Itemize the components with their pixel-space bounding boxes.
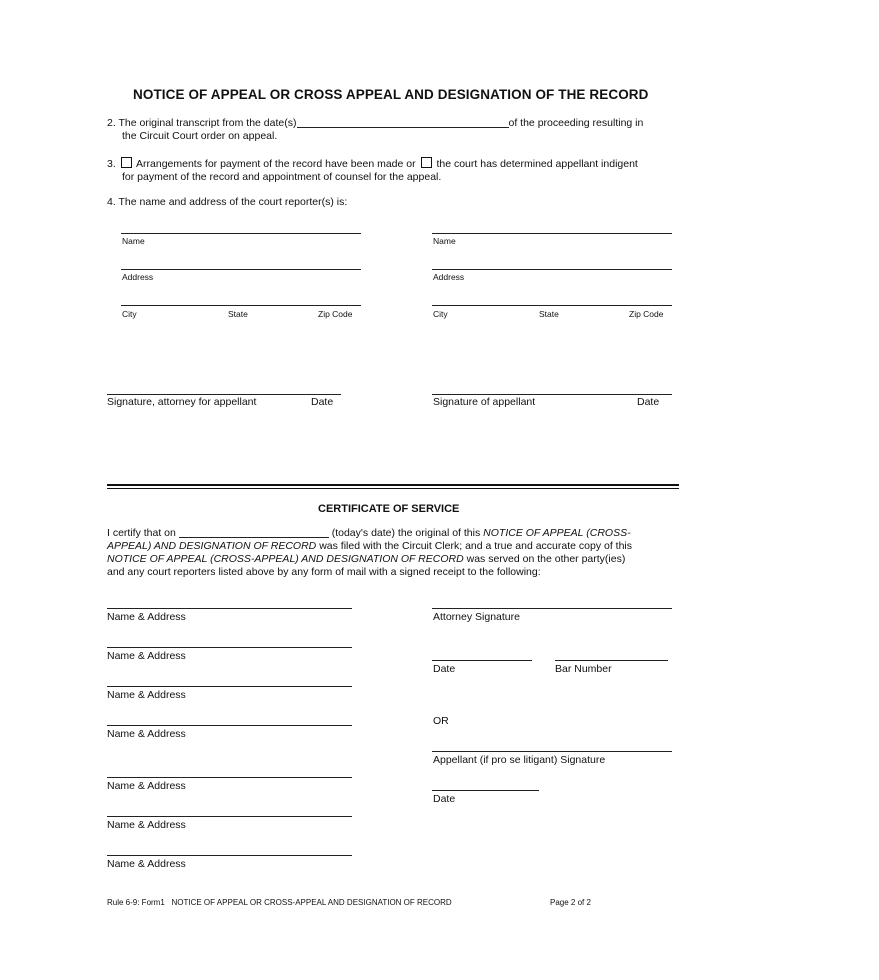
reporter2-zip-label: Zip Code [629,309,664,319]
service-party-2-label: Name & Address [107,650,186,662]
item-2-text-a: The original transcript from the date(s) [118,117,297,129]
service-party-5-line[interactable] [107,777,352,778]
item-2-text-b: of the proceeding resulting in [508,117,644,129]
appellant-signature-line[interactable] [432,394,672,395]
payment-arranged-checkbox[interactable] [121,157,132,168]
item-2 [107,117,682,130]
cert-text-1b: (today's date) the original of this [331,527,481,539]
document-title: NOTICE OF APPEAL OR CROSS APPEAL AND DESIGNATION OF THE RECORD [133,87,649,102]
service-party-7-label: Name & Address [107,858,186,870]
bar-number-line[interactable] [555,660,668,661]
cert-text-3a: NOTICE OF APPEAL (CROSS-APPEAL) AND DESIGNATION OF RECORD [107,553,464,565]
service-date-field[interactable] [179,527,329,538]
appellant-date-label: Date [637,396,660,408]
service-date-caption: Date [433,663,456,675]
or-label: OR [433,715,449,727]
footer-title: NOTICE OF APPEAL OR CROSS-APPEAL AND DESIGNATION OF RECORD [171,898,452,907]
reporter2-address-line[interactable] [432,269,672,270]
reporter1-state-label: State [228,309,248,319]
cert-text-1c: NOTICE OF APPEAL (CROSS- [483,527,631,539]
reporter2-name-label: Name [433,236,456,246]
item-3-text-b: the court has determined appellant indigent [436,158,638,170]
service-party-3-line[interactable] [107,686,352,687]
certificate-line-1 [107,527,631,540]
attorney-signature-line[interactable] [107,394,341,395]
cert-text-3b: was served on the other party(ies) [466,553,626,565]
service-party-2-line[interactable] [107,647,352,648]
item-2-number: 2. [107,117,116,129]
reporter1-zip-label: Zip Code [318,309,353,319]
reporter1-city-line[interactable] [121,305,361,306]
reporter1-city-label: City [122,309,137,319]
certificate-line-4: and any court reporters listed above by any form of mail with a signed receipt to the following: [107,566,541,578]
indigent-checkbox[interactable] [421,157,432,168]
service-party-1-label: Name & Address [107,611,186,623]
reporter1-address-label: Address [122,272,154,282]
bar-number-caption: Bar Number [555,663,612,675]
appellant-pro-se-signature-line[interactable] [432,751,672,752]
appellant-date-caption: Date [433,793,456,805]
reporter2-address-label: Address [433,272,465,282]
transcript-date-field[interactable] [297,117,509,128]
section-divider [107,484,679,486]
appellant-pro-se-signature-caption: Appellant (if pro se litigant) Signature [433,754,606,766]
service-party-6-line[interactable] [107,816,352,817]
appellant-signature-label: Signature of appellant [433,396,536,408]
service-party-6-label: Name & Address [107,819,186,831]
reporter2-city-label: City [433,309,448,319]
item-3-cont: for payment of the record and appointment of counsel for the appeal. [122,171,442,183]
service-party-3-label: Name & Address [107,689,186,701]
service-party-1-line[interactable] [107,608,352,609]
item-4 [107,196,347,209]
certificate-line-3 [107,553,625,566]
reporter1-name-line[interactable] [121,233,361,234]
item-4-number: 4. [107,196,116,208]
service-party-5-label: Name & Address [107,780,186,792]
certificate-line-2 [107,540,632,553]
reporter1-address-line[interactable] [121,269,361,270]
certificate-heading: CERTIFICATE OF SERVICE [318,503,460,515]
service-date-line[interactable] [432,660,532,661]
reporter1-name-label: Name [122,236,145,246]
cert-text-1a: I certify that on [107,527,176,539]
footer-form: Rule 6-9: Form1 [107,898,165,907]
footer-page: Page 2 of 2 [550,898,591,907]
item-3-number: 3. [107,158,116,170]
service-party-7-line[interactable] [107,855,352,856]
attorney-signature-field[interactable] [432,608,672,609]
item-3-text-a: Arrangements for payment of the record have been made or [136,158,416,170]
item-2-cont: the Circuit Court order on appeal. [122,130,278,142]
cert-text-2b: was filed with the Circuit Clerk; and a true and accurate copy of this [319,540,633,552]
item-4-text: The name and address of the court reporter(s) is: [118,196,348,208]
reporter2-state-label: State [539,309,559,319]
service-party-4-label: Name & Address [107,728,186,740]
cert-text-2a: APPEAL) AND DESIGNATION OF RECORD [107,540,317,552]
appellant-date-line[interactable] [432,790,539,791]
reporter2-name-line[interactable] [432,233,672,234]
footer [107,898,452,907]
attorney-signature-caption: Attorney Signature [433,611,520,623]
service-party-4-line[interactable] [107,725,352,726]
item-3 [107,157,687,171]
attorney-signature-label: Signature, attorney for appellant [107,396,257,408]
reporter2-city-line[interactable] [432,305,672,306]
attorney-date-label: Date [311,396,334,408]
section-divider-thin [107,488,679,489]
